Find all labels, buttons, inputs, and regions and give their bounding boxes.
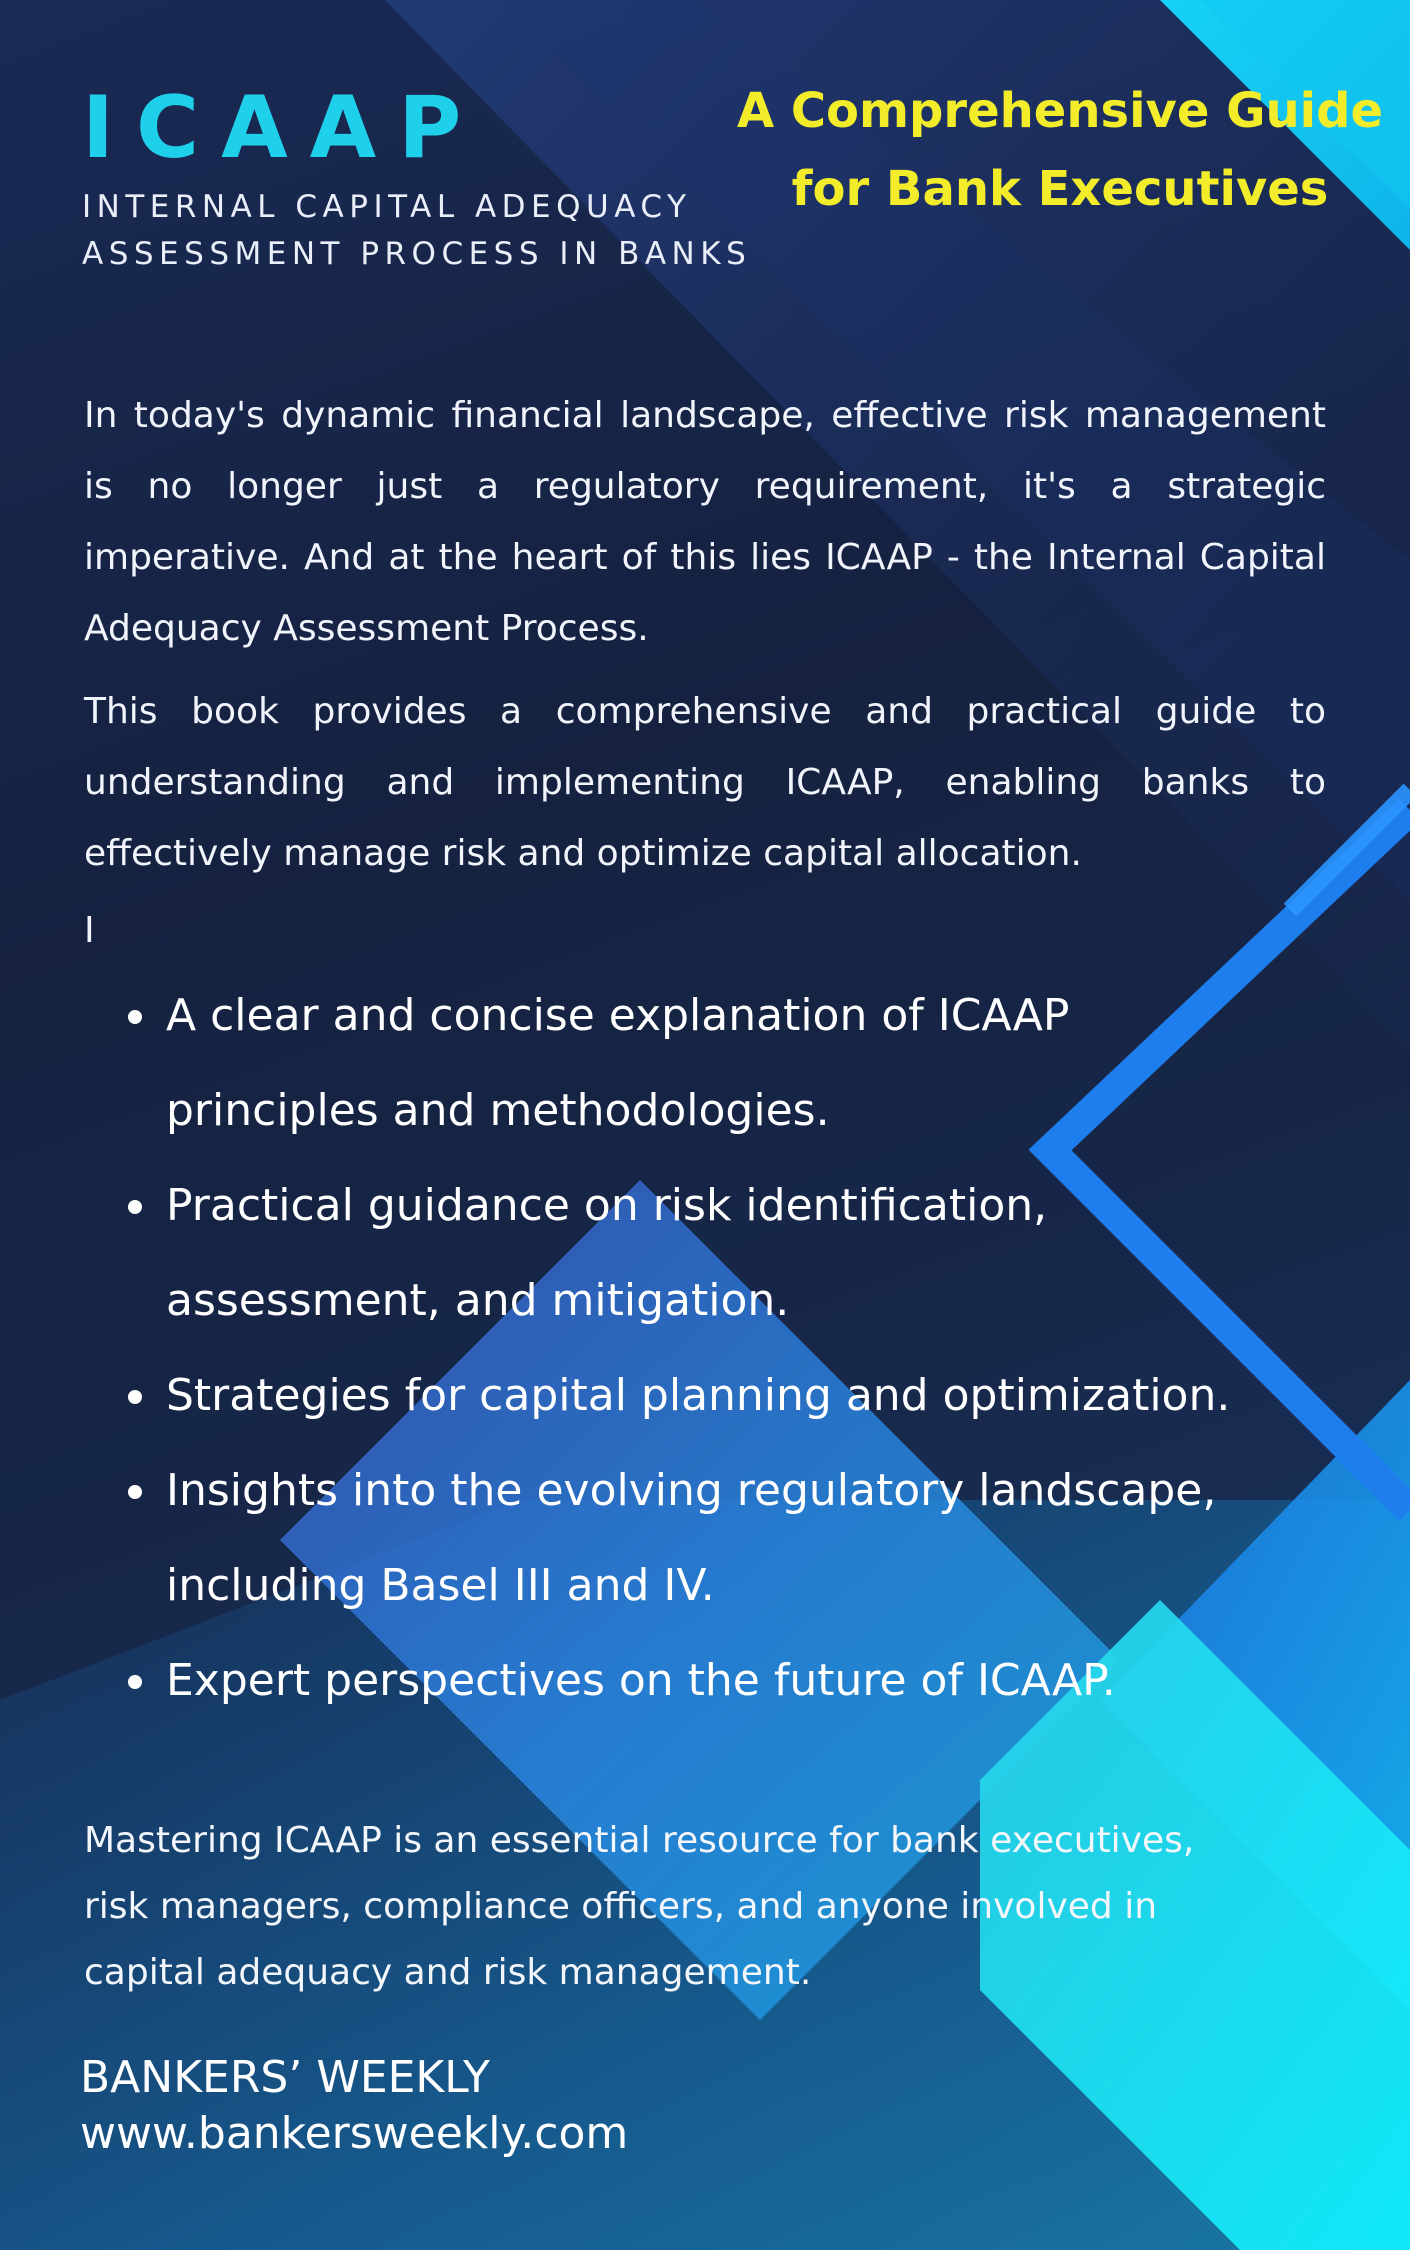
intro-paragraph-2: This book provides a comprehensive and practical guide to understanding and implementing ICAAP, enabling banks to effectively manage risk and optimize capital allocation. <box>84 691 1326 874</box>
list-item <box>128 968 1298 1158</box>
intro-text <box>84 380 1326 966</box>
closing-text <box>84 1808 1314 2006</box>
tagline <box>720 72 1400 228</box>
list-item-line-1: A clear and concise explanation of ICAAP <box>166 990 1070 1041</box>
closing-line-2: risk managers, compliance officers, and anyone involved in <box>84 1886 1158 1927</box>
list-item-line-1: Strategies for capital planning and optimization. <box>166 1370 1231 1421</box>
tagline-line-1: A Comprehensive Guide <box>736 83 1384 139</box>
main-title: ICAAP <box>82 78 484 178</box>
list-item-line-2: including Basel III and IV. <box>166 1560 715 1611</box>
header <box>82 78 762 278</box>
feature-list <box>128 968 1298 1728</box>
bullet-icon <box>128 1390 142 1404</box>
bullet-icon <box>128 1675 142 1689</box>
list-item <box>128 1633 1298 1728</box>
subtitle-line-2: ASSESSMENT PROCESS IN BANKS <box>82 236 752 272</box>
intro-stray-char: I <box>84 910 95 951</box>
list-item-line-1: Insights into the evolving regulatory landscape, <box>166 1465 1217 1516</box>
bullet-icon <box>128 1200 142 1214</box>
closing-line-3: capital adequacy and risk management. <box>84 1952 812 1993</box>
list-item <box>128 1158 1298 1348</box>
list-item-line-1: Expert perspectives on the future of ICAAP. <box>166 1655 1116 1706</box>
publisher <box>80 2050 628 2162</box>
publisher-website: www.bankersweekly.com <box>80 2108 629 2159</box>
bullet-icon <box>128 1485 142 1499</box>
closing-line-1: Mastering ICAAP is an essential resource for bank executives, <box>84 1820 1195 1861</box>
tagline-line-2: for Bank Executives <box>791 161 1329 217</box>
list-item-line-1: Practical guidance on risk identification, <box>166 1180 1048 1231</box>
bullet-icon <box>128 1010 142 1024</box>
intro-paragraph-1: In today's dynamic financial landscape, effective risk management is no longer just a regulatory requirement, it's a strategic imperative. And at the heart of this lies ICAAP - the Internal Capital Adequacy Assessment Process. <box>84 395 1326 649</box>
list-item-line-2: assessment, and mitigation. <box>166 1275 790 1326</box>
list-item <box>128 1443 1298 1633</box>
subtitle-line-1: INTERNAL CAPITAL ADEQUACY <box>82 189 692 225</box>
publisher-name: BANKERS’ WEEKLY <box>80 2052 490 2103</box>
subtitle <box>82 184 762 278</box>
list-item <box>128 1348 1298 1443</box>
list-item-line-2: principles and methodologies. <box>166 1085 830 1136</box>
